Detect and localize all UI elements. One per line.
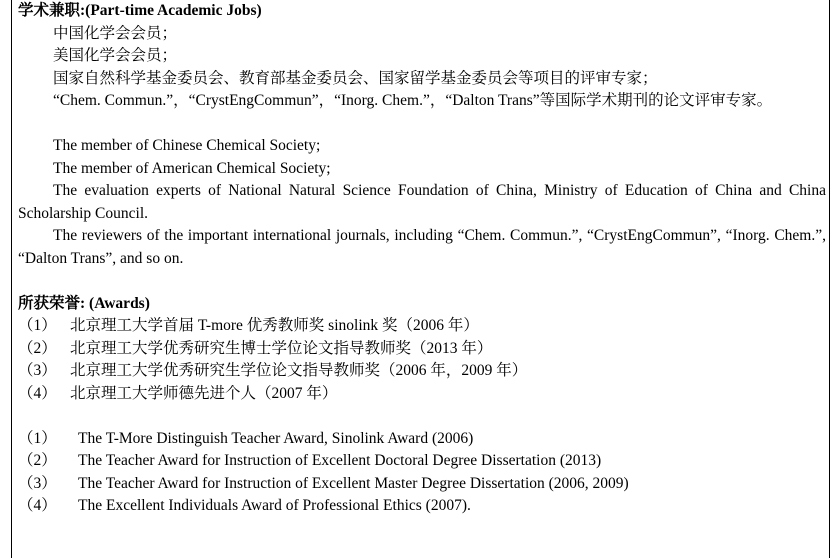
spacer [18,406,826,428]
awards-zh-item [18,338,826,361]
list-number: （1） [18,429,57,447]
document-body [18,0,826,518]
jobs-heading: 学术兼职:(Part-time Academic Jobs) [18,2,262,19]
awards-en-item [18,473,826,496]
award-text: The Teacher Award for Instruction of Excellent Doctoral Degree Dissertation (2013) [78,452,602,470]
list-number: （1） [18,317,57,335]
list-number: （3） [18,362,57,380]
awards-zh-item [18,360,826,383]
jobs-en-item: The member of Chinese Chemical Society; [53,136,321,154]
award-text: 北京理工大学优秀研究生学位论文指导教师奖（2006 年，2009 年） [70,362,528,380]
jobs-en-item: The evaluation experts of National Natural Science Foundation of China, Ministry of Education of China and China Scholarship Council. [18,182,826,222]
jobs-zh-item: 美国化学会会员； [53,47,178,65]
awards-zh-item [18,315,826,338]
jobs-en-item: The member of American Chemical Society; [53,159,331,177]
spacer [18,113,826,135]
award-text: The Teacher Award for Instruction of Excellent Master Degree Dissertation (2006, 2009) [78,474,629,492]
list-number: （4） [18,384,57,402]
award-text: 北京理工大学优秀研究生博士学位论文指导教师奖（2013 年） [70,339,493,357]
awards-en-item [18,450,826,473]
jobs-zh-item: 中国化学会会员； [53,24,178,42]
list-number: （2） [18,339,57,357]
award-text: 北京理工大学首届 T-more 优秀教师奖 sinolink 奖（2006 年） [70,317,479,335]
awards-heading: 所获荣誉: (Awards) [18,294,150,312]
jobs-zh-item: “Chem. Commun.”，“CrystEngCommun”，“Inorg. Chem.”，“Dalton Trans”等国际学术期刊的论文评审专家。 [53,92,773,110]
awards-zh-item [18,383,826,406]
awards-en-item [18,495,826,518]
spacer [18,271,826,293]
list-number: （2） [18,452,57,470]
awards-en-item [18,428,826,451]
award-text: The T-More Distinguish Teacher Award, Sinolink Award (2006) [78,429,474,447]
list-number: （3） [18,474,57,492]
jobs-en-item: The reviewers of the important international journals, including “Chem. Commun.”, “CrystEngCommun”, “Inorg. Chem.”, “Dalton Trans”, and so on. [18,227,826,267]
award-text: The Excellent Individuals Award of Professional Ethics (2007). [78,497,471,515]
jobs-zh-item: 国家自然科学基金委员会、教育部基金委员会、国家留学基金委员会等项目的评审专家； [53,69,658,87]
list-number: （4） [18,497,57,515]
award-text: 北京理工大学师德先进个人（2007 年） [70,384,338,402]
